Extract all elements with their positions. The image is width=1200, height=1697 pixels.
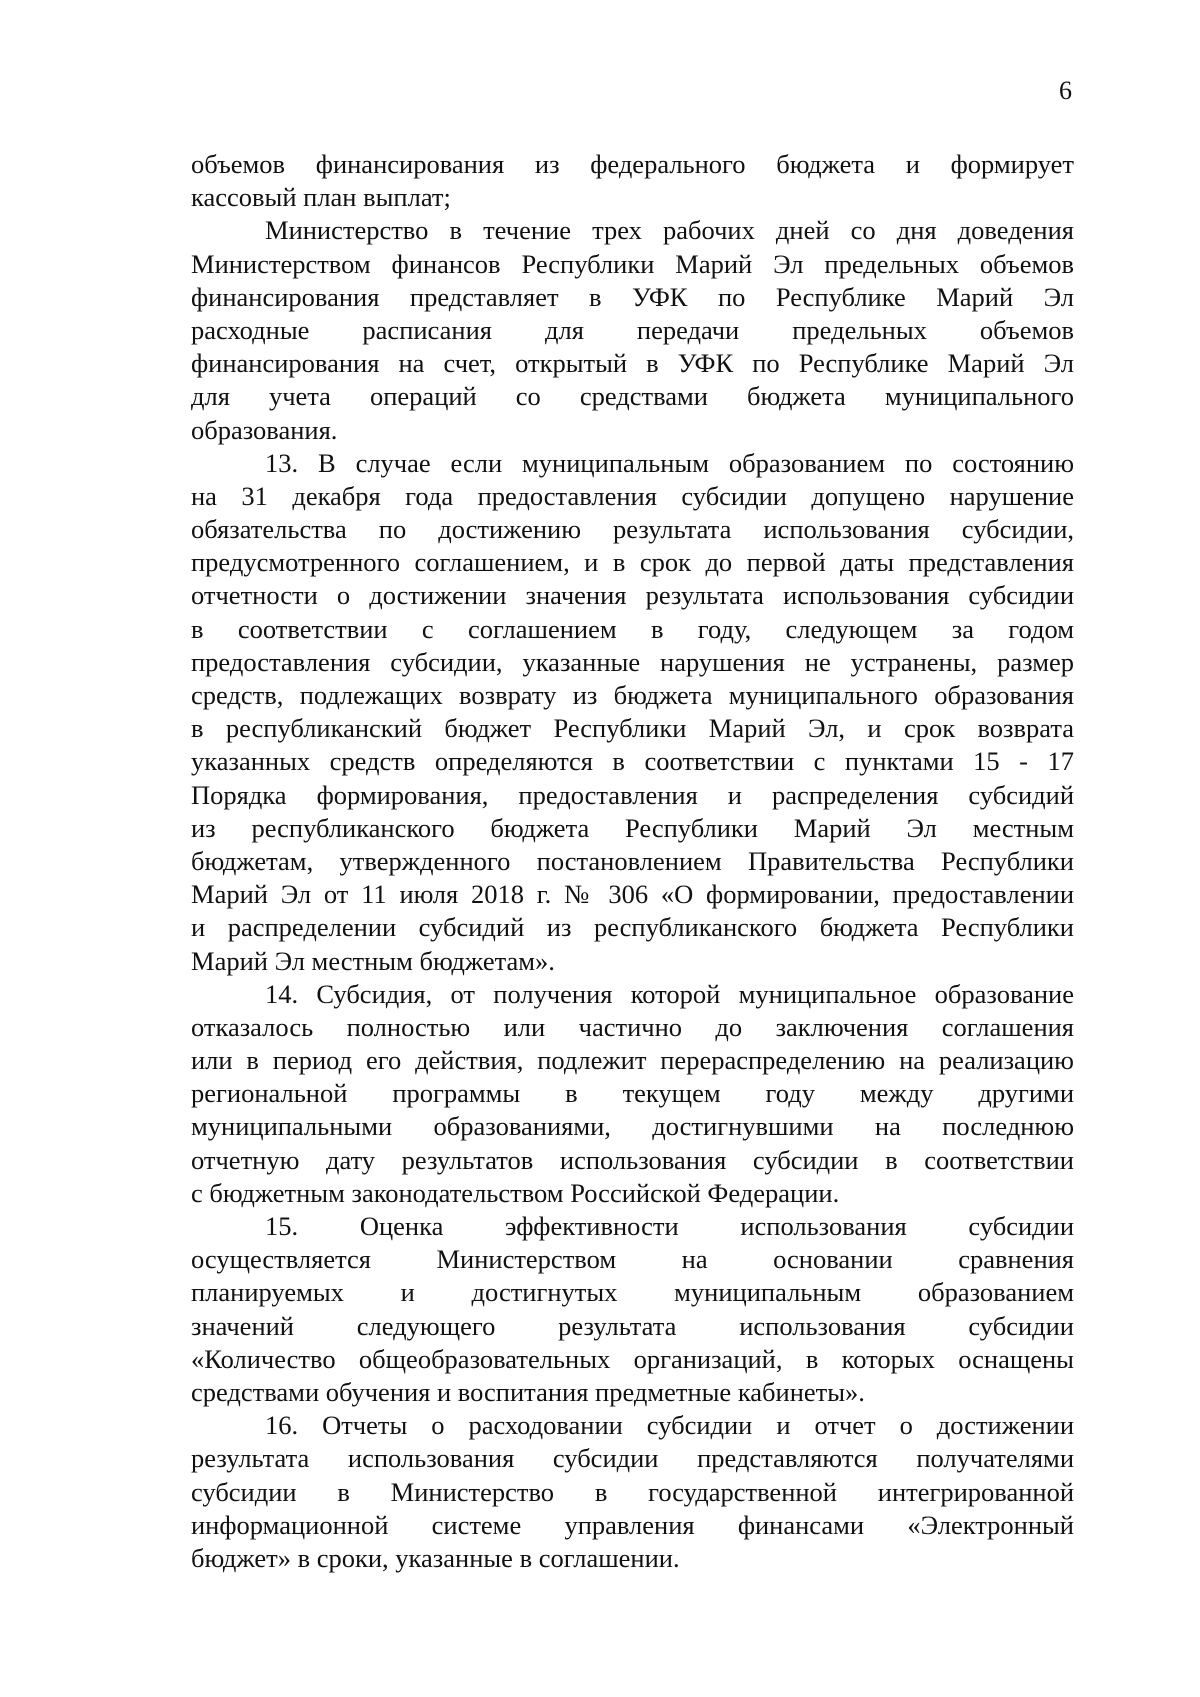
text-line: в республиканский бюджет Республики Марий Эл, и срок возврата <box>191 713 1074 744</box>
text-line: средств, подлежащих возврату из бюджета муниципального образования <box>191 680 1074 710</box>
text-line: Министерство в течение трех рабочих дней со дня доведения <box>265 215 1074 246</box>
text-line: финансирования представляет в УФК по Республике Марий Эл <box>191 281 1074 312</box>
text-line: в соответствии с соглашением в году, следующем за годом <box>191 613 1074 644</box>
text-line: Порядка формирования, предоставления и распределения субсидий <box>191 779 1074 810</box>
text-line: объемов финансирования из федерального бюджета и формирует <box>191 149 1074 179</box>
paragraph <box>191 1210 1074 1409</box>
text-line: осуществляется Министерством на основании сравнения <box>191 1244 1074 1275</box>
text-line: субсидии в Министерство в государственной интегрированной <box>191 1476 1074 1507</box>
text-line: региональной программы в текущем году между другими <box>191 1078 1074 1109</box>
text-line: для учета операций со средствами бюджета муниципального <box>191 381 1074 412</box>
text-line: «Количество общеобразовательных организаций, в которых оснащены <box>191 1343 1074 1374</box>
text-line: бюджет» в сроки, указанные в соглашении. <box>191 1542 680 1573</box>
text-line: обязательства по достижению результата использования субсидии, <box>191 514 1074 545</box>
paragraph <box>191 214 1074 446</box>
text-line: предоставления субсидии, указанные нарушения не устранены, размер <box>191 646 1074 677</box>
text-line: муниципальными образованиями, достигнувшими на последнюю <box>191 1111 1074 1142</box>
text-line: указанных средств определяются в соответствии с пунктами 15 - 17 <box>191 746 1074 777</box>
text-line: Министерством финансов Республики Марий Эл предельных объемов <box>191 248 1074 279</box>
text-line: финансирования на счет, открытый в УФК по Республике Марий Эл <box>191 348 1074 379</box>
text-line: 14. Субсидия, от получения которой муниципальное образование <box>265 978 1074 1009</box>
text-line: с бюджетным законодательством Российской Федерации. <box>191 1177 840 1208</box>
text-line: значений следующего результата использования субсидии <box>191 1310 1074 1341</box>
text-line: предусмотренного соглашением, и в срок до первой даты представления <box>191 547 1074 578</box>
text-line: 15. Оценка эффективности использования субсидии <box>265 1211 1074 1241</box>
text-line: средствами обучения и воспитания предметные кабинеты». <box>191 1376 865 1407</box>
text-line: информационной системе управления финансами «Электронный <box>191 1509 1074 1540</box>
text-line: отказалось полностью или частично до заключения соглашения <box>191 1011 1074 1042</box>
paragraph <box>191 447 1074 978</box>
text-line: 16. Отчеты о расходовании субсидии и отчет о достижении <box>265 1410 1074 1441</box>
text-line: кассовый план выплат; <box>191 182 451 213</box>
document-body <box>191 148 1074 1575</box>
text-line: расходные расписания для передачи предельных объемов <box>191 314 1074 345</box>
text-line: и распределении субсидий из республиканского бюджета Республики <box>191 912 1074 943</box>
text-line: Марий Эл от 11 июля 2018 г. № 306 «О формировании, предоставлении <box>191 879 1074 910</box>
text-line: 13. В случае если муниципальным образованием по состоянию <box>265 447 1074 478</box>
text-line: бюджетам, утвержденного постановлением Правительства Республики <box>191 845 1074 876</box>
text-line: или в период его действия, подлежит перераспределению на реализацию <box>191 1045 1074 1076</box>
paragraph <box>191 1409 1074 1575</box>
page-number: 6 <box>1059 76 1072 105</box>
text-line: Марий Эл местным бюджетам». <box>191 945 555 976</box>
paragraph <box>191 978 1074 1210</box>
paragraph <box>191 148 1074 214</box>
text-line: отчетную дату результатов использования субсидии в соответствии <box>191 1144 1074 1175</box>
text-line: планируемых и достигнутых муниципальным образованием <box>191 1277 1074 1308</box>
text-line: на 31 декабря года предоставления субсидии допущено нарушение <box>191 480 1074 511</box>
text-line: образования. <box>191 414 338 445</box>
text-line: из республиканского бюджета Республики Марий Эл местным <box>191 812 1074 843</box>
text-line: результата использования субсидии представляются получателями <box>191 1443 1074 1474</box>
text-line: отчетности о достижении значения результата использования субсидии <box>191 580 1074 611</box>
